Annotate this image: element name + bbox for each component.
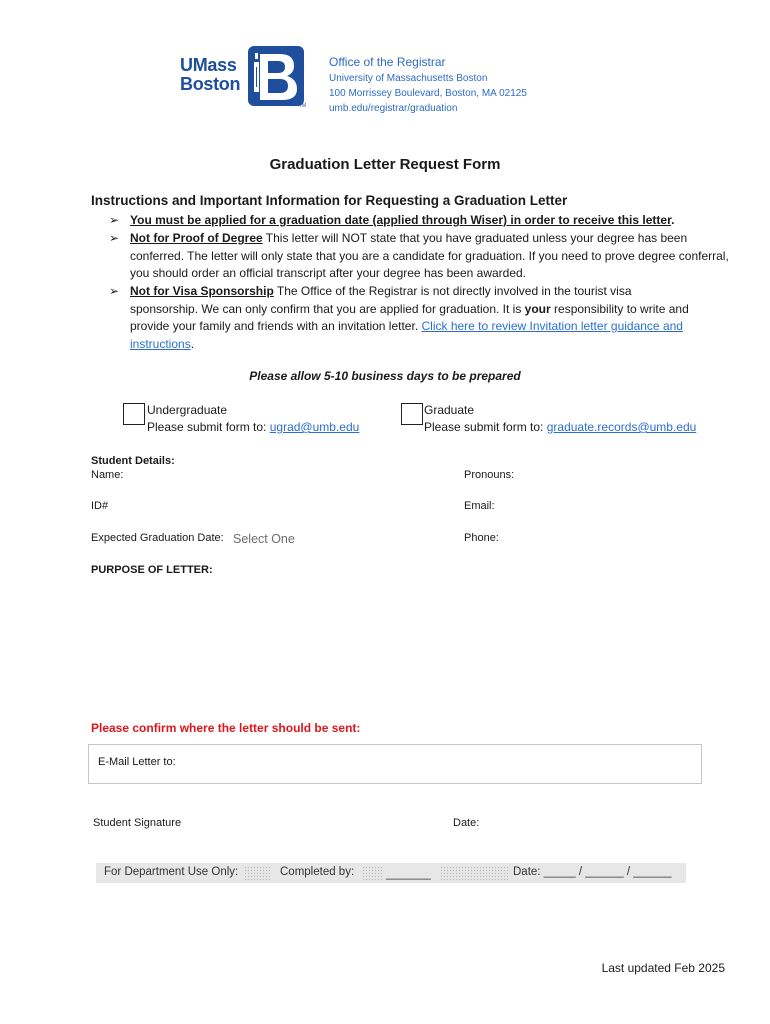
office-title: Office of the Registrar [329, 55, 446, 69]
id-field[interactable]: ID# [91, 500, 109, 512]
pronouns-field[interactable]: Pronouns: [464, 469, 515, 481]
last-updated-note: Last updated Feb 2025 [601, 961, 725, 975]
instruction-item-proof-of-degree [130, 230, 730, 283]
undergraduate-checkbox[interactable] [123, 403, 145, 425]
logo-line-2: Boston [180, 74, 241, 94]
department-use-label: For Department Use Only: [104, 866, 239, 878]
office-url[interactable]: umb.edu/registrar/graduation [329, 103, 458, 114]
visa-your-emphasis: your [524, 301, 551, 316]
office-address: 100 Morrissey Boulevard, Boston, MA 02125 [329, 88, 527, 99]
period: . [190, 336, 195, 351]
purpose-of-letter-field[interactable] [91, 582, 691, 708]
undergraduate-label: Undergraduate [147, 403, 228, 417]
university-name: University of Massachusetts Boston [329, 73, 488, 84]
undergraduate-option [147, 402, 359, 436]
graduate-records-email-link[interactable]: graduate.records@umb.edu [546, 420, 697, 434]
email-letter-label: E-Mail Letter to: [98, 756, 176, 768]
ugrad-email-link[interactable]: ugrad@umb.edu [269, 420, 360, 434]
completed-by-label: Completed by: [280, 866, 355, 878]
undergrad-submit-prefix: Please submit form to: [147, 420, 270, 434]
instructions-heading: Instructions and Important Information for Requesting a Graduation Letter [91, 193, 568, 208]
proof-of-degree-text: This letter will NOT state that you have graduated unless your degree has been conferred. The letter will only state that you are a candidate for graduation. If you need to prove degree conferral, you should order an official transcript after your degree has been awarded. [130, 231, 729, 280]
signature-date-field[interactable]: Date: [453, 817, 480, 829]
graduation-date-select[interactable]: Select One [233, 532, 295, 546]
graduate-option [424, 402, 696, 436]
bullet-arrow-icon: ➢ [109, 284, 120, 298]
umass-boston-logo-text [180, 56, 240, 94]
graduate-checkbox[interactable] [401, 403, 423, 425]
expected-graduation-date-label: Expected Graduation Date: [91, 532, 224, 544]
period: . [671, 213, 675, 227]
department-date-field[interactable]: Date: _____ / ______ / ______ [513, 866, 672, 878]
logo-line-1: UMass [180, 55, 237, 75]
name-field[interactable]: Name: [91, 469, 124, 481]
phone-field[interactable]: Phone: [464, 532, 499, 544]
invitation-letter-link[interactable]: Click here to review Invitation letter guidance and instructions [130, 319, 683, 351]
grad-submit-prefix: Please submit form to: [424, 420, 547, 434]
purpose-of-letter-heading: PURPOSE OF LETTER: [91, 564, 213, 576]
shaded-filler [362, 866, 384, 880]
visa-text-1: The Office of the Registrar is not directly involved in the tourist visa sponsorship. We can only confirm that you are applied for graduation. It is [130, 284, 632, 316]
shaded-filler [440, 866, 510, 880]
shaded-filler [244, 866, 270, 880]
confirm-destination-heading: Please confirm where the letter should be sent: [91, 721, 361, 735]
instruction-item-visa [130, 283, 690, 353]
bullet-arrow-icon: ➢ [109, 213, 120, 227]
email-letter-to-field[interactable] [88, 744, 702, 784]
completed-by-blank[interactable]: _______ [386, 868, 431, 880]
umass-b-lighthouse-logo [246, 45, 306, 107]
form-title: Graduation Letter Request Form [269, 156, 501, 173]
email-field[interactable]: Email: [464, 500, 495, 512]
instruction-item-wiser [130, 212, 730, 230]
graduate-label: Graduate [424, 403, 475, 417]
bullet-arrow-icon: ➢ [109, 231, 120, 245]
processing-time-note: Please allow 5-10 business days to be prepared [249, 369, 521, 383]
visa-text-2: responsibility to write and provide your family and friends with an invitation letter. [130, 301, 689, 333]
wiser-requirement-text: You must be applied for a graduation date (applied through Wiser) in order to receive this letter [130, 213, 672, 227]
department-use-bar [96, 863, 686, 883]
proof-of-degree-lead: Not for Proof of Degree [130, 231, 263, 245]
trademark-mark: TM [299, 103, 307, 109]
student-details-heading: Student Details: [91, 455, 175, 467]
student-signature-field[interactable]: Student Signature [93, 817, 182, 829]
visa-sponsorship-lead: Not for Visa Sponsorship [130, 284, 274, 298]
